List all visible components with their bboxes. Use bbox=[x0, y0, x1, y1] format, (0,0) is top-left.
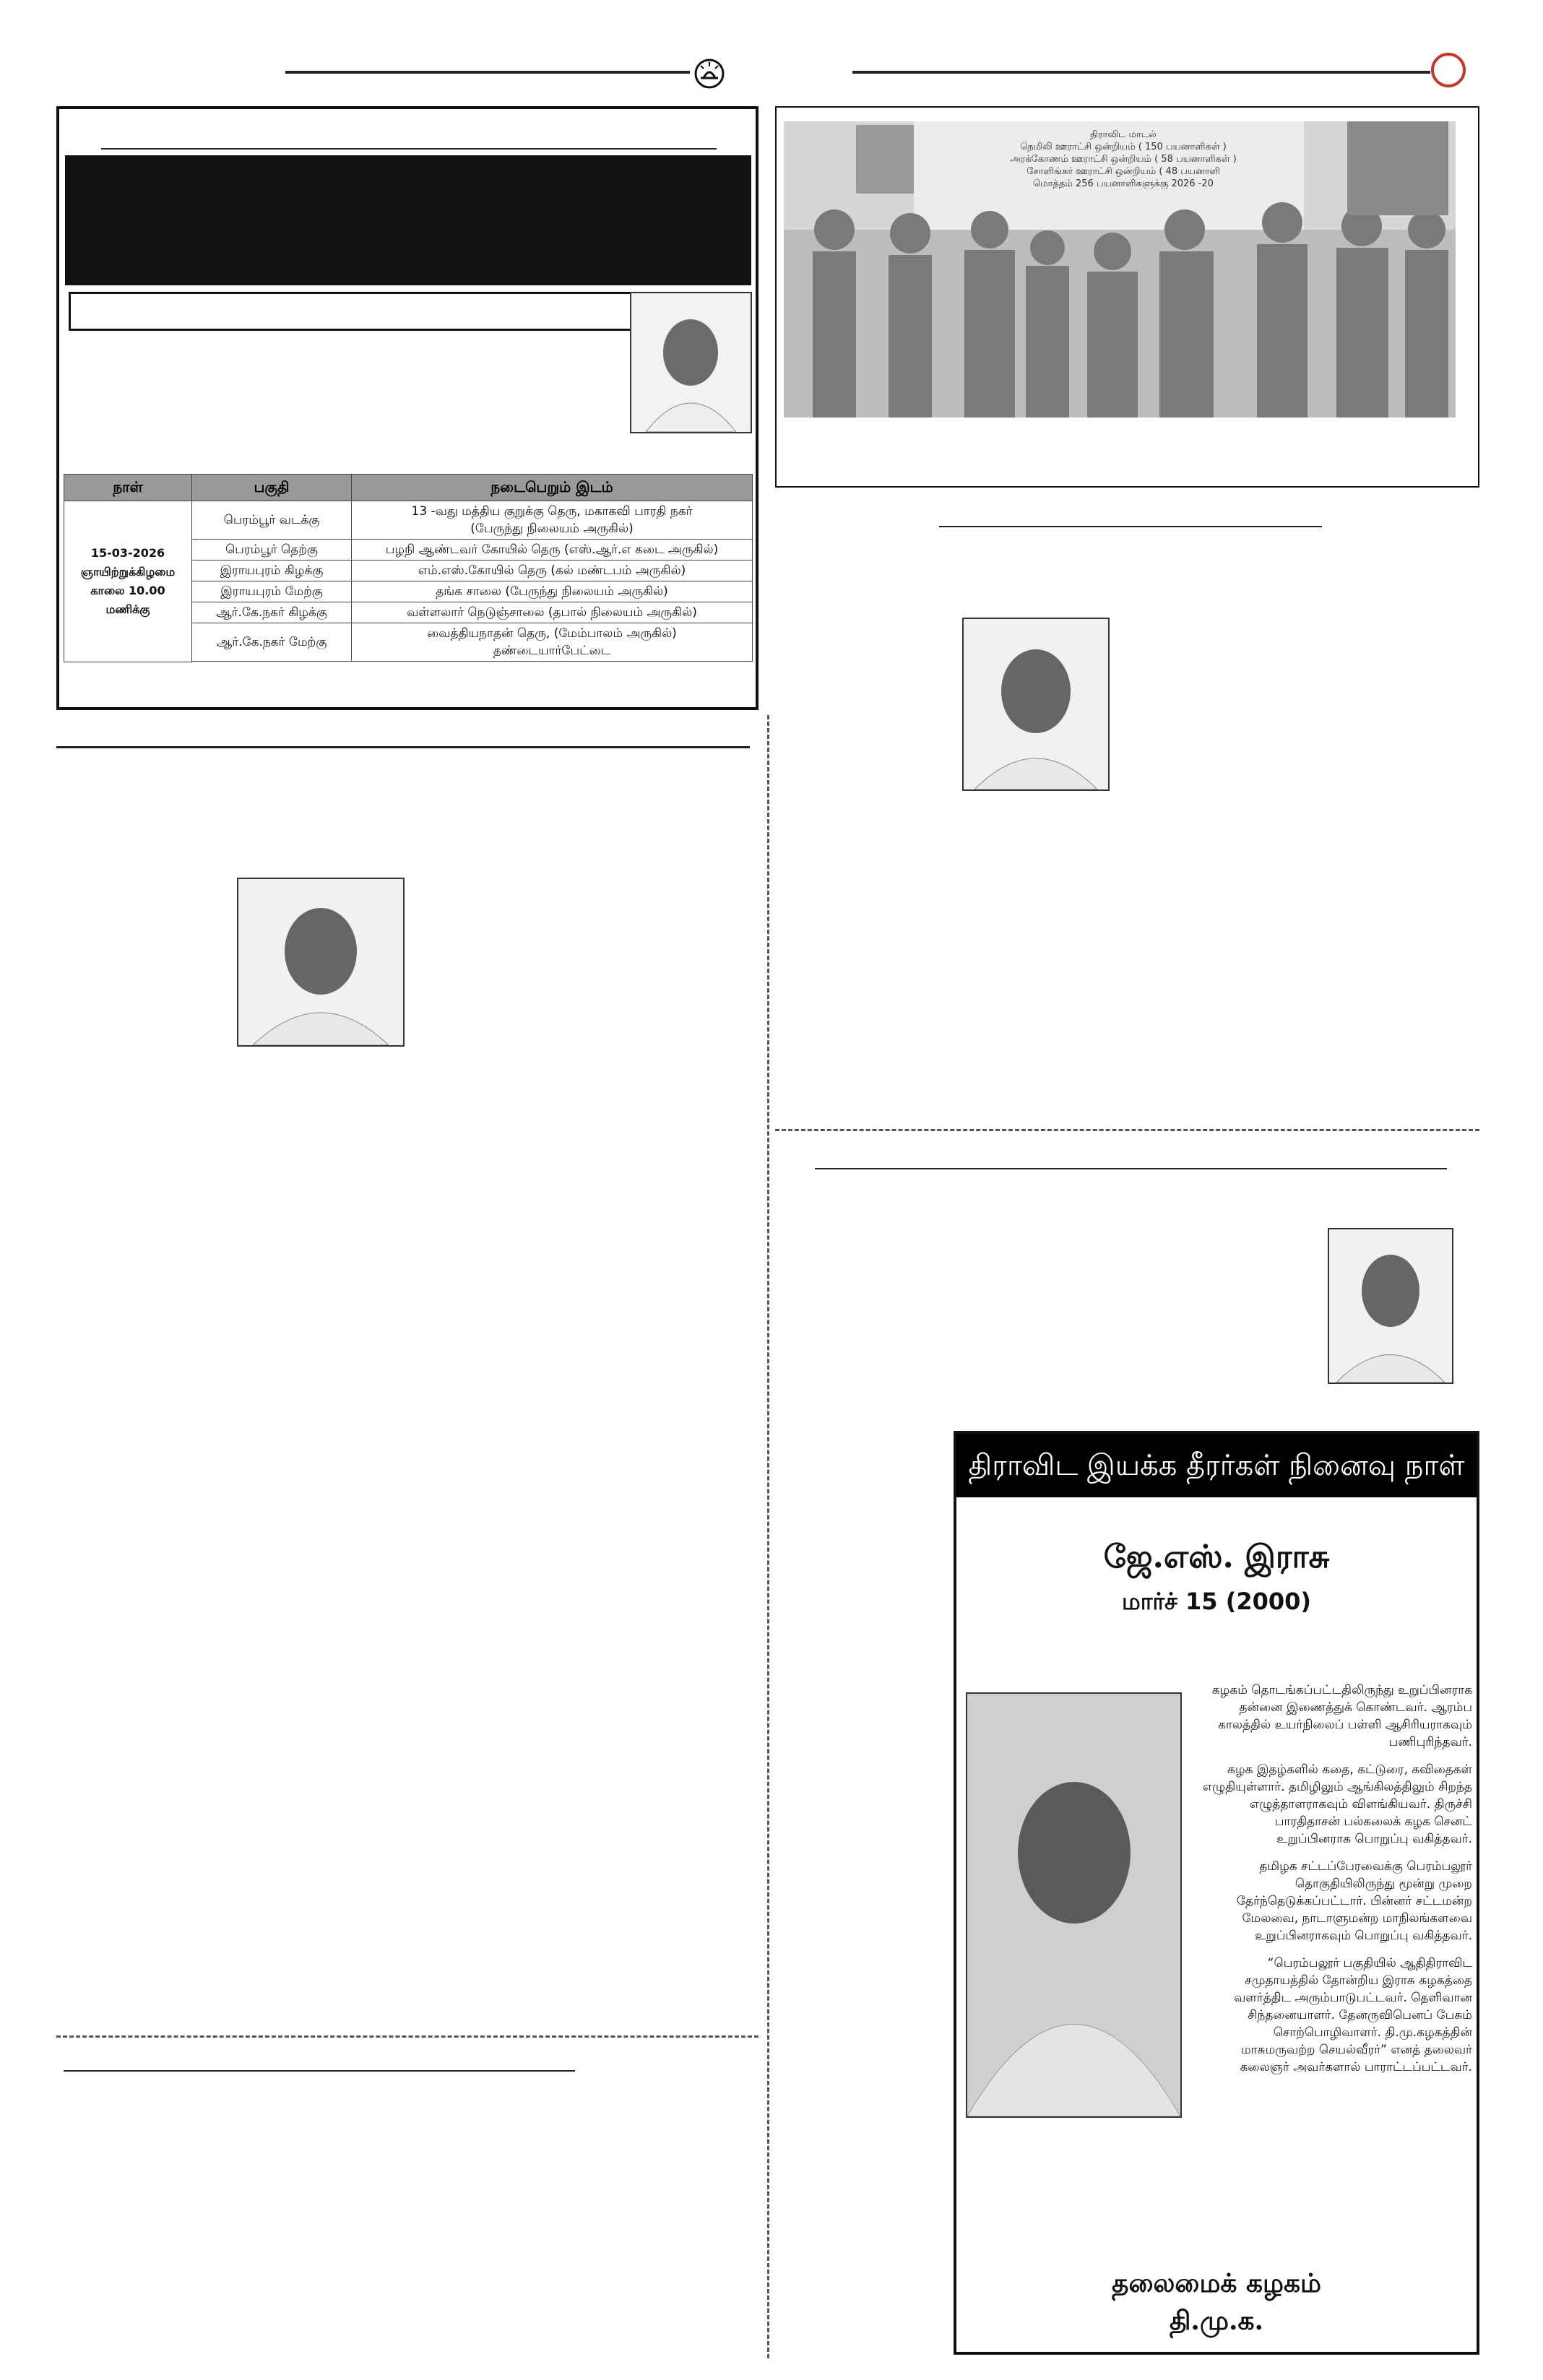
red-circle-icon bbox=[1430, 52, 1466, 88]
right-section-rule-2 bbox=[815, 1168, 1447, 1169]
tribute-heading: திராவிட இயக்க தீரர்கள் நினைவு நாள் bbox=[956, 1434, 1477, 1497]
right-section-divider bbox=[775, 1129, 1479, 1131]
notice-subtitle-box bbox=[69, 292, 632, 331]
left-portrait-photo bbox=[237, 878, 405, 1047]
tribute-footer-line-2: தி.மு.க. bbox=[1169, 2306, 1264, 2336]
table-header-row bbox=[64, 475, 753, 501]
column-divider bbox=[767, 715, 769, 2358]
left-bottom-divider bbox=[56, 2035, 758, 2038]
meeting-date: 15-03-2026 bbox=[90, 545, 165, 560]
right-section-rule-1 bbox=[939, 526, 1322, 527]
banner-line: நெமிலி ஊராட்சி ஒன்றியம் ( 150 பயனாளிகள் ) bbox=[1020, 142, 1227, 152]
notice-black-banner bbox=[65, 155, 751, 285]
header-rule-left bbox=[285, 71, 690, 74]
venue-line-2: தண்டையார்பேட்டை bbox=[493, 644, 611, 658]
venue-line-2: (பேருந்து நிலையம் அருகில்) bbox=[470, 522, 634, 536]
tribute-portrait-photo bbox=[966, 1692, 1182, 2118]
tribute-paragraph: தமிழக சட்டப்பேரவைக்கு பெரம்பலூர் தொகுதியிலிருந்து மூன்று முறை தேர்ந்தெடுக்கப்பட்டார். பின்னர் சட்டமன்ற மேலவை, நாடாளுமன்ற மாநிலங்களவை உறுப்பினராகவும் பொறுப்பு வகித்தவர். bbox=[1236, 1859, 1472, 1943]
area-cell: ஆர்.கே.நகர் கிழக்கு bbox=[192, 602, 352, 623]
venue-cell bbox=[352, 623, 753, 662]
column-header-venue: நடைபெறும் இடம் bbox=[352, 475, 753, 501]
tribute-paragraph: கழகம் தொடங்கப்பட்டதிலிருந்து உறுப்பினராக தன்னை இணைத்துக் கொண்டவர். ஆரம்ப காலத்தில் உயர்நிலைப் பள்ளி ஆசிரியராகவும் பணிபுரிந்தவர். bbox=[1211, 1683, 1472, 1749]
venue-cell bbox=[352, 501, 753, 540]
tribute-biography bbox=[1199, 1682, 1472, 2086]
banner-line: மொத்தம் 256 பயனாளிகளுக்கு 2026 -20 bbox=[1033, 178, 1214, 189]
area-cell: இராயபுரம் மேற்கு bbox=[192, 581, 352, 602]
area-cell: இராயபுரம் கிழக்கு bbox=[192, 561, 352, 581]
right-portrait-photo bbox=[962, 618, 1110, 791]
column-header-date: நாள் bbox=[64, 475, 192, 501]
venue-cell: எம்.எஸ்.கோயில் தெரு (கல் மண்டபம் அருகில்) bbox=[352, 561, 753, 581]
meeting-time: காலை 10.00 bbox=[90, 583, 165, 597]
event-photo bbox=[784, 121, 1456, 417]
area-cell: ஆர்.கே.நகர் மேற்கு bbox=[192, 623, 352, 662]
venue-cell: வள்ளலார் நெடுஞ்சாலை (தபால் நிலையம் அருகில்) bbox=[352, 602, 753, 623]
table-row bbox=[64, 501, 753, 540]
venue-line: வைத்தியநாதன் தெரு, (மேம்பாலம் அருகில்) bbox=[427, 626, 677, 641]
notice-portrait-photo bbox=[630, 292, 752, 433]
column-header-area: பகுதி bbox=[192, 475, 352, 501]
left-section-rule bbox=[56, 746, 750, 748]
meeting-schedule-table bbox=[64, 474, 753, 662]
banner-line: சோளிங்கர் ஊராட்சி ஒன்றியம் ( 48 பயனாளி bbox=[1026, 166, 1220, 177]
tribute-date: மார்ச் 15 (2000) bbox=[1121, 1588, 1312, 1615]
date-cell bbox=[64, 501, 192, 662]
notice-title-rule bbox=[101, 148, 717, 150]
rising-sun-emblem-icon bbox=[693, 58, 725, 90]
banner-line: திராவிட மாடல் bbox=[1090, 129, 1157, 140]
event-banner-text bbox=[957, 129, 1289, 190]
area-cell: பெரம்பூர் தெற்கு bbox=[192, 540, 352, 561]
tribute-name: ஜே.எஸ். இராசு bbox=[1103, 1539, 1330, 1575]
venue-cell: பழநி ஆண்டவர் கோயில் தெரு (எஸ்.ஆர்.எ கடை அருகில்) bbox=[352, 540, 753, 561]
left-bottom-rule bbox=[64, 2070, 575, 2072]
venue-cell: தங்க சாலை (பேருந்து நிலையம் அருகில்) bbox=[352, 581, 753, 602]
header-rule-right bbox=[852, 71, 1430, 74]
tribute-paragraph: “பெரம்பலூர் பகுதியில் ஆதிதிராவிட சமுதாயத்தில் தோன்றிய இராசு கழகத்தை வளர்த்திட அரும்பாடுபட்டவர். தெளிவான சிந்தனையாளர். தேனருவிபெனப் பேசும் சொற்பொழிவாளர். தி.மு.கழகத்தின் மாசுமருவற்ற செயல்வீரர்” எனத் தலைவர் கலைஞர் அவர்களால் பாராட்டப்பட்டவர். bbox=[1234, 1956, 1472, 2074]
meeting-time-suffix: மணிக்கு bbox=[105, 602, 150, 616]
area-cell: பெரம்பூர் வடக்கு bbox=[192, 501, 352, 540]
right-small-portrait-photo bbox=[1328, 1228, 1453, 1384]
venue-line: 13 -வது மத்திய குறுக்கு தெரு, மகாகவி பாரதி நகர் bbox=[411, 504, 693, 519]
banner-line: அரக்கோணம் ஊராட்சி ஒன்றியம் ( 58 பயனாளிகள் ) bbox=[1010, 154, 1237, 165]
meeting-day: ஞாயிற்றுக்கிழமை bbox=[80, 564, 176, 579]
tribute-paragraph: கழக இதழ்களில் கதை, கட்டுரை, கவிதைகள் எழுதியுள்ளார். தமிழிலும் ஆங்கிலத்திலும் சிறந்த எழுத்தாளராகவும் விளங்கியவர். திருச்சி பாரதிதாசன் பல்கலைக் கழக செனட் உறுப்பினராக பொறுப்பு வகித்தவர். bbox=[1202, 1762, 1472, 1846]
tribute-footer-line-1: தலைமைக் கழகம் bbox=[1112, 2268, 1321, 2298]
